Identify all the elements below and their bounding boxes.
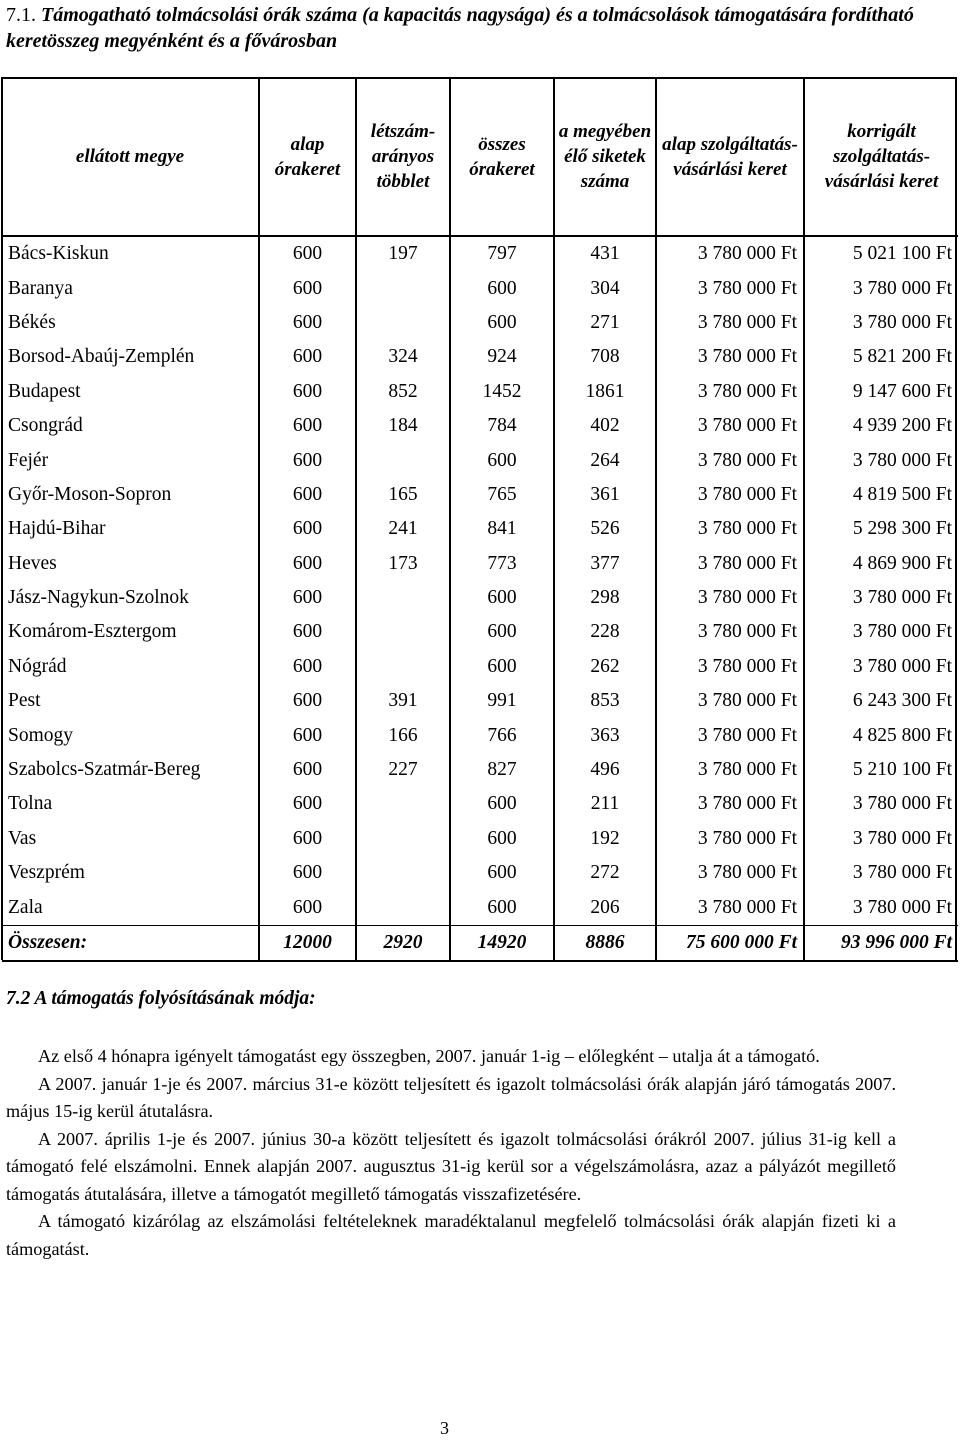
cell-base-budget: 3 780 000 Ft	[656, 340, 804, 374]
cell-base-hours: 600	[259, 271, 356, 305]
cell-county: Pest	[2, 684, 259, 718]
paragraph-3: A 2007. április 1-je és 2007. június 30-a között teljesített és igazolt tolmácsolási órákról 2007. július 31-ig kell a támogató felé elszámolni. Ennek alapján 2007. augusztus 31-ig kerül sor a végelszámolásra, azaz a pályázót megillető támogatás átutalására, illetve a támogatót megillető támogatás visszafizetésére.	[6, 1128, 896, 1204]
cell-county: Csongrád	[2, 409, 259, 443]
table-row	[2, 340, 958, 374]
section-body	[6, 1043, 896, 1263]
table-row	[2, 856, 958, 890]
cell-base-hours: 600	[259, 236, 356, 271]
cell-corrected-budget: 3 780 000 Ft	[852, 655, 952, 677]
cell-corrected-budget: 5 021 100 Ft	[852, 243, 952, 265]
paragraph-2: A 2007. január 1-je és 2007. március 31-e között teljesített és igazolt tolmácsolási órák alapján járó támogatás 2007. május 15-ig kerül átutalásra.	[6, 1073, 896, 1121]
cell-base-budget: 3 780 000 Ft	[656, 615, 804, 649]
cell-county: Győr-Moson-Sopron	[2, 478, 259, 512]
header-total-hours: összes órakeret	[450, 78, 554, 236]
cell-base-hours: 600	[259, 306, 356, 340]
table-row	[2, 271, 958, 305]
cell-county: Zala	[2, 890, 259, 925]
cell-county: Heves	[2, 547, 259, 581]
cell-base-budget: 3 780 000 Ft	[656, 650, 804, 684]
cell-total-hours: 600	[450, 581, 554, 615]
cell-county: Budapest	[2, 375, 259, 409]
section-title-7-2: 7.2 A támogatás folyósításának módja:	[6, 988, 316, 1009]
cell-base-budget: 3 780 000 Ft	[656, 306, 804, 340]
cell-county: Nógrád	[2, 650, 259, 684]
cell-county: Bács-Kiskun	[2, 236, 259, 271]
cell-total-hours: 600	[450, 615, 554, 649]
cell-base-hours: 600	[259, 822, 356, 856]
cell-corrected-budget: 3 780 000 Ft	[852, 277, 952, 299]
cell-proportional-extra	[356, 822, 450, 856]
cell-base-hours: 600	[259, 684, 356, 718]
cell-corrected-budget: 3 780 000 Ft	[852, 311, 952, 333]
table-row	[2, 822, 958, 856]
cell-total-hours: 1452	[450, 375, 554, 409]
cell-base-hours: 600	[259, 890, 356, 925]
cell-deaf-count: 526	[554, 512, 656, 546]
cell-proportional-extra: 184	[356, 409, 450, 443]
paragraph-1: Az első 4 hónapra igényelt támogatást egy összegben, 2007. január 1-ig – előlegként – utalja át a támogató.	[38, 1046, 820, 1066]
cell-corrected-budget: 4 825 800 Ft	[852, 724, 952, 746]
cell-county: Somogy	[2, 718, 259, 752]
cell-deaf-count: 402	[554, 409, 656, 443]
cell-base-hours: 600	[259, 340, 356, 374]
cell-deaf-count: 377	[554, 547, 656, 581]
cell-base-budget: 3 780 000 Ft	[656, 787, 804, 821]
cell-base-budget: 3 780 000 Ft	[656, 822, 804, 856]
cell-corrected-budget: 3 780 000 Ft	[852, 862, 952, 884]
cell-proportional-extra	[356, 856, 450, 890]
table-row	[2, 375, 958, 409]
cell-deaf-count: 853	[554, 684, 656, 718]
cell-county: Vas	[2, 822, 259, 856]
header-base-hours: alap órakeret	[259, 78, 356, 236]
cell-base-hours: 600	[259, 478, 356, 512]
cell-deaf-count: 262	[554, 650, 656, 684]
table-row	[2, 409, 958, 443]
cell-deaf-count: 264	[554, 443, 656, 477]
cell-base-budget: 3 780 000 Ft	[656, 236, 804, 271]
cell-base-hours: 600	[259, 650, 356, 684]
cell-base-hours: 600	[259, 443, 356, 477]
table-row	[2, 684, 958, 718]
cell-deaf-count: 496	[554, 753, 656, 787]
cell-base-budget: 3 780 000 Ft	[656, 890, 804, 925]
cell-corrected-budget: 3 780 000 Ft	[852, 793, 952, 815]
cell-county: Jász-Nagykun-Szolnok	[2, 581, 259, 615]
cell-proportional-extra	[356, 615, 450, 649]
cell-proportional-extra: 324	[356, 340, 450, 374]
cell-base-budget: 3 780 000 Ft	[656, 856, 804, 890]
table-row	[2, 753, 958, 787]
support-table	[2, 78, 958, 962]
section-title-text: Támogatható tolmácsolási órák száma (a kapacitás nagysága) és a tolmácsolások támogatására fordítható keretösszeg megyénként és a fővárosban	[6, 4, 914, 52]
cell-base-hours: 600	[259, 547, 356, 581]
cell-corrected-budget: 9 147 600 Ft	[852, 380, 952, 402]
cell-proportional-extra	[356, 581, 450, 615]
cell-total-hours: 600	[450, 650, 554, 684]
cell-county: Hajdú-Bihar	[2, 512, 259, 546]
cell-corrected-budget: 3 780 000 Ft	[852, 827, 952, 849]
table-row	[2, 512, 958, 546]
cell-base-budget: 3 780 000 Ft	[656, 753, 804, 787]
cell-proportional-extra: 241	[356, 512, 450, 546]
cell-proportional-extra	[356, 650, 450, 684]
cell-total-hours: 600	[450, 787, 554, 821]
cell-deaf-count: 708	[554, 340, 656, 374]
cell-corrected-budget: 3 780 000 Ft	[852, 621, 952, 643]
cell-corrected-budget: 4 939 200 Ft	[852, 415, 952, 437]
section-number: 7.1.	[6, 4, 36, 26]
cell-corrected-budget: 3 780 000 Ft	[852, 587, 952, 609]
cell-base-budget: 3 780 000 Ft	[656, 547, 804, 581]
header-corrected-budget: korrigált szolgáltatás-vásárlási keret	[804, 78, 958, 236]
cell-deaf-count: 361	[554, 478, 656, 512]
table-row	[2, 787, 958, 821]
cell-base-budget: 3 780 000 Ft	[656, 684, 804, 718]
cell-base-hours: 600	[259, 615, 356, 649]
cell-corrected-budget: 5 821 200 Ft	[852, 346, 952, 368]
cell-county: Szabolcs-Szatmár-Bereg	[2, 753, 259, 787]
cell-base-budget: 3 780 000 Ft	[656, 478, 804, 512]
cell-proportional-extra	[356, 890, 450, 925]
cell-total-hours: 600	[450, 443, 554, 477]
cell-county: Komárom-Esztergom	[2, 615, 259, 649]
cell-base-hours: 600	[259, 581, 356, 615]
cell-corrected-budget: 4 819 500 Ft	[852, 483, 952, 505]
cell-base-budget: 3 780 000 Ft	[656, 443, 804, 477]
table-row	[2, 478, 958, 512]
cell-deaf-count: 431	[554, 236, 656, 271]
cell-proportional-extra: 227	[356, 753, 450, 787]
cell-deaf-count: 192	[554, 822, 656, 856]
total-hours: 14920	[450, 925, 554, 961]
cell-base-hours: 600	[259, 753, 356, 787]
table-row	[2, 581, 958, 615]
cell-base-hours: 600	[259, 512, 356, 546]
cell-corrected-budget: 5 210 100 Ft	[852, 759, 952, 781]
total-corrected-budget: 93 996 000 Ft	[804, 925, 958, 961]
cell-base-hours: 600	[259, 856, 356, 890]
cell-deaf-count: 304	[554, 271, 656, 305]
cell-proportional-extra: 197	[356, 236, 450, 271]
table-total-row	[2, 925, 958, 961]
cell-corrected-budget: 6 243 300 Ft	[852, 690, 952, 712]
total-label: Összesen:	[2, 925, 259, 961]
cell-deaf-count: 228	[554, 615, 656, 649]
cell-proportional-extra	[356, 306, 450, 340]
table-row	[2, 650, 958, 684]
cell-total-hours: 924	[450, 340, 554, 374]
cell-corrected-budget: 5 298 300 Ft	[852, 518, 952, 540]
paragraph-4: A támogató kizárólag az elszámolási feltételeknek maradéktalanul megfelelő tolmácsolási órák alapján fizeti ki a támogatást.	[6, 1211, 896, 1259]
header-deaf-count: a megyében élő siketek száma	[554, 78, 656, 236]
table-row	[2, 236, 958, 271]
cell-deaf-count: 206	[554, 890, 656, 925]
cell-base-budget: 3 780 000 Ft	[656, 512, 804, 546]
total-base-budget: 75 600 000 Ft	[656, 925, 804, 961]
cell-total-hours: 765	[450, 478, 554, 512]
header-proportional-extra: létszám-arányos többlet	[356, 78, 450, 236]
cell-deaf-count: 298	[554, 581, 656, 615]
page-number: 3	[440, 1418, 449, 1438]
cell-deaf-count: 211	[554, 787, 656, 821]
cell-corrected-budget: 3 780 000 Ft	[852, 449, 952, 471]
cell-total-hours: 784	[450, 409, 554, 443]
cell-base-hours: 600	[259, 375, 356, 409]
cell-proportional-extra: 165	[356, 478, 450, 512]
cell-base-budget: 3 780 000 Ft	[656, 409, 804, 443]
table-row	[2, 443, 958, 477]
cell-total-hours: 600	[450, 890, 554, 925]
cell-county: Borsod-Abaúj-Zemplén	[2, 340, 259, 374]
cell-corrected-budget: 3 780 000 Ft	[852, 896, 952, 918]
cell-proportional-extra: 852	[356, 375, 450, 409]
cell-deaf-count: 363	[554, 718, 656, 752]
cell-base-hours: 600	[259, 718, 356, 752]
table-row	[2, 547, 958, 581]
total-proportional-extra: 2920	[356, 925, 450, 961]
cell-deaf-count: 271	[554, 306, 656, 340]
cell-proportional-extra: 173	[356, 547, 450, 581]
header-base-budget: alap szolgáltatás-vásárlási keret	[656, 78, 804, 236]
cell-total-hours: 841	[450, 512, 554, 546]
cell-proportional-extra	[356, 787, 450, 821]
table-header-row	[2, 78, 958, 236]
total-deaf-count: 8886	[554, 925, 656, 961]
total-base-hours: 12000	[259, 925, 356, 961]
cell-county: Fejér	[2, 443, 259, 477]
cell-total-hours: 600	[450, 856, 554, 890]
cell-county: Békés	[2, 306, 259, 340]
cell-county: Baranya	[2, 271, 259, 305]
cell-total-hours: 766	[450, 718, 554, 752]
header-county: ellátott megye	[2, 78, 259, 236]
cell-county: Tolna	[2, 787, 259, 821]
table-row	[2, 718, 958, 752]
cell-county: Veszprém	[2, 856, 259, 890]
cell-proportional-extra: 391	[356, 684, 450, 718]
cell-base-hours: 600	[259, 787, 356, 821]
cell-total-hours: 600	[450, 271, 554, 305]
cell-proportional-extra: 166	[356, 718, 450, 752]
cell-deaf-count: 272	[554, 856, 656, 890]
cell-total-hours: 600	[450, 306, 554, 340]
cell-base-budget: 3 780 000 Ft	[656, 375, 804, 409]
cell-base-budget: 3 780 000 Ft	[656, 271, 804, 305]
cell-total-hours: 773	[450, 547, 554, 581]
section-title-7-1	[6, 2, 956, 54]
cell-proportional-extra	[356, 271, 450, 305]
cell-proportional-extra	[356, 443, 450, 477]
table-row	[2, 306, 958, 340]
table-row	[2, 615, 958, 649]
cell-total-hours: 797	[450, 236, 554, 271]
table-row	[2, 890, 958, 925]
cell-total-hours: 827	[450, 753, 554, 787]
cell-base-hours: 600	[259, 409, 356, 443]
cell-total-hours: 991	[450, 684, 554, 718]
cell-corrected-budget: 4 869 900 Ft	[852, 552, 952, 574]
cell-deaf-count: 1861	[554, 375, 656, 409]
cell-total-hours: 600	[450, 822, 554, 856]
cell-base-budget: 3 780 000 Ft	[656, 718, 804, 752]
cell-base-budget: 3 780 000 Ft	[656, 581, 804, 615]
